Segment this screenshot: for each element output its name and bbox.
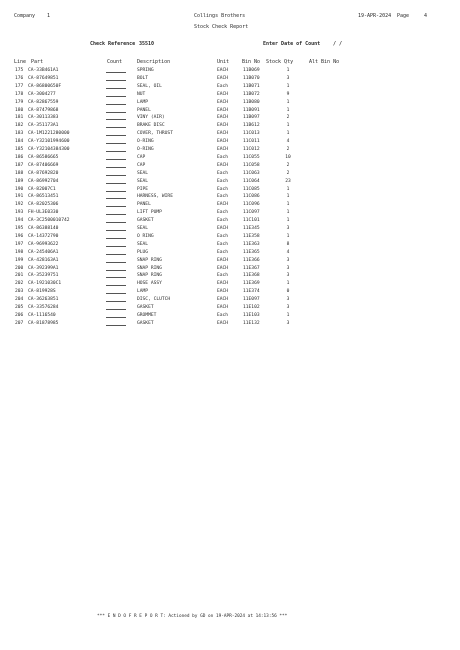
row-line: 176	[15, 75, 24, 81]
row-part: CA-86586665	[28, 154, 59, 160]
row-bin-no: 11C096	[243, 202, 260, 208]
row-description: PLUG	[137, 249, 149, 255]
row-line: 188	[15, 170, 24, 176]
row-part: CA-428163A1	[28, 257, 59, 263]
row-description: SPRING	[137, 68, 154, 73]
row-stock-qty: 1	[286, 68, 290, 73]
row-stock-qty: 3	[286, 305, 290, 310]
table-row	[0, 92, 460, 98]
row-line: 194	[15, 218, 24, 224]
row-stock-qty: 1	[286, 218, 290, 224]
row-unit: EACH	[217, 131, 229, 137]
row-stock-qty: 3	[286, 320, 290, 326]
row-bin-no: 11B097	[243, 115, 260, 121]
row-bin-no: 11C097	[243, 210, 260, 216]
report-title: Stock Check Report	[194, 24, 249, 30]
count-entry-field[interactable]	[106, 258, 126, 263]
row-part: CA-86800650F	[28, 83, 62, 89]
count-date-field[interactable]: / /	[333, 41, 343, 47]
row-bin-no: 11B612	[243, 123, 260, 129]
row-bin-no: 11E368	[243, 273, 260, 279]
row-description: HARNESS, WIRE	[137, 194, 173, 200]
row-stock-qty: 1	[286, 99, 290, 105]
row-unit: EACH	[217, 297, 229, 303]
table-row	[0, 131, 460, 137]
col-part: Part	[31, 59, 44, 65]
row-line: 200	[15, 265, 24, 271]
row-unit: EACH	[217, 99, 229, 105]
row-stock-qty: 3	[286, 257, 290, 263]
row-line: 179	[15, 99, 24, 105]
row-unit: Each	[217, 170, 229, 176]
row-line: 190	[15, 186, 24, 192]
row-unit: EACH	[217, 162, 229, 168]
row-line: 184	[15, 139, 24, 145]
row-unit: Each	[217, 210, 229, 216]
table-row	[0, 202, 460, 208]
row-description: SEAL, OIL	[137, 83, 162, 89]
row-unit: Each	[217, 241, 229, 247]
row-description: BRAKE DISC	[137, 123, 165, 129]
table-row	[0, 155, 460, 161]
row-bin-no: 11C012	[243, 147, 260, 152]
row-line: 196	[15, 233, 24, 239]
row-stock-qty: 1	[286, 210, 290, 216]
company-label: Company	[14, 13, 36, 19]
count-entry-field[interactable]	[106, 92, 126, 97]
end-of-report: *** E N D O F R E P O R T: Actioned by GD on 19-APR-2024 at 14:13:56 ***	[97, 614, 288, 619]
row-description: SEAL	[137, 226, 149, 231]
count-entry-field[interactable]	[106, 179, 126, 184]
row-unit: EACH	[217, 257, 229, 263]
check-reference-label: Check Reference	[90, 41, 136, 47]
count-entry-field[interactable]	[106, 139, 126, 144]
row-bin-no: 11B080	[243, 99, 260, 105]
row-unit: EACH	[217, 115, 229, 121]
row-part: CA-96993622	[28, 241, 59, 247]
table-row	[0, 76, 460, 82]
row-part: CA-Y32104384300	[28, 147, 70, 152]
row-stock-qty: 1	[286, 281, 290, 287]
row-line: 183	[15, 131, 24, 137]
row-description: NUT	[137, 91, 146, 97]
row-bin-no: 11E365	[243, 249, 260, 255]
table-row	[0, 258, 460, 264]
row-description: GASKET	[137, 305, 154, 310]
row-line: 175	[15, 68, 24, 73]
row-line: 202	[15, 281, 24, 287]
table-row	[0, 226, 460, 232]
row-description: DISC, CLUTCH	[137, 297, 171, 303]
table-row	[0, 147, 460, 153]
table-row	[0, 108, 460, 114]
row-stock-qty: 2	[286, 162, 290, 168]
row-line: 180	[15, 107, 24, 113]
row-unit: EACH	[217, 75, 229, 81]
table-row	[0, 115, 460, 121]
row-part: CA-1921030C1	[28, 281, 62, 287]
row-stock-qty: 9	[286, 91, 290, 97]
row-bin-no: 11C055	[243, 154, 260, 160]
row-description: LAMP	[137, 289, 149, 295]
row-part: CA-14372790	[28, 233, 59, 239]
table-row	[0, 242, 460, 248]
row-line: 197	[15, 241, 24, 247]
row-part: CA-3C2500010742	[28, 218, 70, 224]
row-description: SEAL	[137, 241, 149, 247]
row-stock-qty: 2	[286, 115, 290, 121]
row-line: 193	[15, 210, 24, 216]
row-description: CAP	[137, 154, 146, 160]
row-part: CA-82867559	[28, 99, 59, 105]
row-bin-no: 11C064	[243, 178, 260, 184]
row-line: 182	[15, 123, 24, 129]
count-entry-field[interactable]	[106, 163, 126, 168]
row-unit: EACH	[217, 305, 229, 310]
row-stock-qty: 4	[286, 249, 290, 255]
count-entry-field[interactable]	[106, 131, 126, 136]
row-line: 191	[15, 194, 24, 200]
row-stock-qty: 1	[286, 83, 290, 89]
count-entry-field[interactable]	[106, 202, 126, 207]
row-stock-qty: 1	[286, 194, 290, 200]
check-reference-value: 35510	[139, 41, 155, 47]
row-part: CA-819928S	[28, 289, 56, 295]
row-description: SNAP RING	[137, 257, 162, 263]
row-stock-qty: 3	[286, 265, 290, 271]
row-part: CA-87479868	[28, 107, 59, 113]
table-row	[0, 187, 460, 193]
row-line: 204	[15, 297, 24, 303]
row-part: CA-87649851	[28, 75, 59, 81]
row-stock-qty: 2	[286, 147, 290, 152]
col-stock-qty: Stock Qty	[266, 59, 294, 65]
row-unit: EACH	[217, 68, 229, 73]
row-line: 185	[15, 147, 24, 152]
count-entry-field[interactable]	[106, 187, 126, 192]
row-bin-no: 11B070	[243, 75, 260, 81]
row-description: SEAL	[137, 170, 149, 176]
row-stock-qty: 3	[286, 226, 290, 231]
count-entry-field[interactable]	[106, 108, 126, 113]
table-row	[0, 297, 460, 303]
row-part: CA-81878985	[28, 320, 59, 326]
row-stock-qty: 1	[286, 312, 290, 318]
table-row	[0, 266, 460, 272]
row-unit: Each	[217, 249, 229, 255]
count-entry-field[interactable]	[106, 313, 126, 318]
row-bin-no: 11C085	[243, 186, 260, 192]
row-unit: EACH	[217, 202, 229, 208]
count-entry-field[interactable]	[106, 250, 126, 255]
row-part: CA-351173A1	[28, 123, 59, 129]
row-description: O-RING	[137, 147, 154, 152]
count-entry-field[interactable]	[106, 242, 126, 247]
row-bin-no: 11C086	[243, 194, 260, 200]
row-description: BOLT	[137, 75, 149, 81]
count-entry-field[interactable]	[106, 305, 126, 310]
report-date: 19-APR-2024	[358, 13, 392, 19]
row-line: 181	[15, 115, 24, 121]
col-count: Count	[107, 59, 123, 65]
row-line: 207	[15, 320, 24, 326]
row-unit: Each	[217, 312, 229, 318]
row-bin-no: 11E345	[243, 226, 260, 231]
count-entry-field[interactable]	[106, 210, 126, 215]
col-alt-bin-no: Alt Bin No	[309, 59, 340, 65]
count-entry-field[interactable]	[106, 297, 126, 302]
row-part: CA-87692820	[28, 170, 59, 176]
row-part: CA-35239751	[28, 273, 59, 279]
table-row	[0, 305, 460, 311]
row-part: CA-245406A1	[28, 249, 59, 255]
row-stock-qty: 23	[285, 178, 291, 184]
count-entry-field[interactable]	[106, 171, 126, 176]
row-description: O RING	[137, 233, 154, 239]
row-stock-qty: 3	[286, 297, 290, 303]
row-line: 206	[15, 312, 24, 318]
row-description: HOSE ASSY	[137, 281, 162, 287]
page-number: 4	[424, 13, 428, 19]
row-bin-no: 11C058	[243, 162, 260, 168]
row-part: CA-30113383	[28, 115, 59, 121]
row-unit: EACH	[217, 320, 229, 326]
enter-date-label: Enter Date of Count	[263, 41, 321, 47]
row-unit: Each	[217, 186, 229, 192]
count-entry-field[interactable]	[106, 84, 126, 89]
row-bin-no: 11C013	[243, 131, 260, 137]
row-bin-no: 11E363	[243, 241, 260, 247]
row-bin-no: 11C063	[243, 170, 260, 176]
row-line: 192	[15, 202, 24, 208]
table-row	[0, 281, 460, 287]
row-line: 177	[15, 83, 24, 89]
count-entry-field[interactable]	[106, 194, 126, 199]
table-row	[0, 171, 460, 177]
row-unit: Each	[217, 154, 229, 160]
row-part: CA-Y32101994600	[28, 139, 70, 145]
row-part: CA-86513451	[28, 194, 59, 200]
row-line: 178	[15, 91, 24, 97]
count-entry-field[interactable]	[106, 321, 126, 326]
row-description: PANEL	[137, 202, 151, 208]
row-unit: Each	[217, 233, 229, 239]
row-description: SEAL	[137, 178, 149, 184]
row-unit: Each	[217, 178, 229, 184]
row-line: 195	[15, 226, 24, 231]
row-stock-qty: 2	[286, 170, 290, 176]
row-bin-no: 11E366	[243, 257, 260, 263]
table-row	[0, 250, 460, 256]
table-row	[0, 179, 460, 185]
col-line: Line	[14, 59, 27, 65]
row-unit: Each	[217, 194, 229, 200]
row-description: PANEL	[137, 107, 151, 113]
table-row	[0, 100, 460, 106]
table-row	[0, 313, 460, 319]
table-row	[0, 123, 460, 129]
row-unit: EACH	[217, 289, 229, 295]
table-row	[0, 139, 460, 145]
row-part: CA-87406669	[28, 162, 59, 168]
row-line: 189	[15, 178, 24, 184]
row-part: CA-36263851	[28, 297, 59, 303]
row-part: CA-1M1221280000	[28, 131, 70, 137]
row-stock-qty: 1	[286, 131, 290, 137]
row-description: GASKET	[137, 320, 154, 326]
table-row	[0, 210, 460, 216]
table-row	[0, 234, 460, 240]
row-stock-qty: 0	[286, 289, 290, 295]
row-bin-no: 11C011	[243, 139, 260, 145]
row-part: CA-86992704	[28, 178, 59, 184]
row-stock-qty: 8	[286, 241, 290, 247]
count-entry-field[interactable]	[106, 100, 126, 105]
table-row	[0, 163, 460, 169]
row-description: GASKET	[137, 218, 154, 224]
count-entry-field[interactable]	[106, 218, 126, 223]
row-bin-no: 11E097	[243, 297, 260, 303]
row-stock-qty: 1	[286, 123, 290, 129]
company-name: Collings Brothers	[194, 13, 246, 19]
row-stock-qty: 1	[286, 107, 290, 113]
row-bin-no: 11E132	[243, 320, 260, 326]
row-part: CA-392399A1	[28, 265, 59, 271]
row-part: CA-1116540	[28, 312, 56, 318]
table-row	[0, 218, 460, 224]
row-description: COVER, THRUST	[137, 131, 173, 137]
row-stock-qty: 1	[286, 202, 290, 208]
page-label: Page	[397, 13, 410, 19]
row-description: VINY (AIR)	[137, 115, 165, 121]
row-stock-qty: 1	[286, 233, 290, 239]
row-unit: EACH	[217, 139, 229, 145]
row-part: CA-3004277	[28, 91, 56, 97]
row-part: FH-UL3E0330	[28, 210, 59, 216]
row-bin-no: 11B071	[243, 83, 260, 89]
row-stock-qty: 1	[286, 186, 290, 192]
row-part: CA-82025306	[28, 202, 59, 208]
row-bin-no: 11E369	[243, 281, 260, 287]
row-line: 186	[15, 154, 24, 160]
row-part: CA-82007C1	[28, 186, 56, 192]
row-description: SNAP RING	[137, 265, 162, 271]
row-stock-qty: 3	[286, 273, 290, 279]
row-bin-no: 11B091	[243, 107, 260, 113]
row-part: CA-33576284	[28, 305, 59, 310]
row-stock-qty: 3	[286, 75, 290, 81]
col-description: Description	[137, 59, 171, 65]
row-description: CAP	[137, 162, 146, 168]
row-unit: EACH	[217, 265, 229, 271]
row-bin-no: 11E358	[243, 233, 260, 239]
row-stock-qty: 10	[285, 154, 291, 160]
count-entry-field[interactable]	[106, 155, 126, 160]
row-unit: EACH	[217, 123, 229, 129]
row-stock-qty: 4	[286, 139, 290, 145]
table-row	[0, 194, 460, 200]
count-entry-field[interactable]	[106, 147, 126, 152]
count-entry-field[interactable]	[106, 234, 126, 239]
row-bin-no: 11B069	[243, 68, 260, 73]
count-entry-field[interactable]	[106, 226, 126, 231]
row-description: LAMP	[137, 99, 149, 105]
row-bin-no: 11C101	[243, 218, 260, 224]
table-row	[0, 273, 460, 279]
row-line: 205	[15, 305, 24, 310]
count-entry-field[interactable]	[106, 115, 126, 120]
row-unit: EACH	[217, 107, 229, 113]
row-description: PIPE	[137, 186, 149, 192]
row-line: 187	[15, 162, 24, 168]
count-entry-field[interactable]	[106, 281, 126, 286]
row-description: SNAP RING	[137, 273, 162, 279]
row-unit: EACH	[217, 226, 229, 231]
row-unit: EACH	[217, 91, 229, 97]
count-entry-field[interactable]	[106, 273, 126, 278]
row-bin-no: 11B072	[243, 91, 260, 97]
company-value: 1	[47, 13, 51, 19]
row-part: CA-33B461A1	[28, 68, 59, 73]
col-bin-no: Bin No	[242, 59, 261, 65]
row-unit: Each	[217, 218, 229, 224]
row-description: GROMMET	[137, 312, 157, 318]
row-description: O-RING	[137, 139, 154, 145]
row-bin-no: 11E374	[243, 289, 260, 295]
table-row	[0, 321, 460, 327]
count-entry-field[interactable]	[106, 76, 126, 81]
row-bin-no: 11E103	[243, 312, 260, 318]
count-entry-field[interactable]	[106, 289, 126, 294]
count-entry-field[interactable]	[106, 266, 126, 271]
row-unit: Each	[217, 273, 229, 279]
row-unit: EACH	[217, 147, 229, 152]
row-bin-no: 11E367	[243, 265, 260, 271]
row-unit: Each	[217, 83, 229, 89]
row-line: 203	[15, 289, 24, 295]
row-unit: EACH	[217, 281, 229, 287]
table-row	[0, 289, 460, 295]
row-line: 199	[15, 257, 24, 263]
row-line: 198	[15, 249, 24, 255]
row-bin-no: 11E102	[243, 305, 260, 310]
col-unit: Unit	[217, 59, 230, 65]
table-row	[0, 84, 460, 90]
table-row	[0, 68, 460, 74]
row-line: 201	[15, 273, 24, 279]
count-entry-field[interactable]	[106, 123, 126, 128]
row-part: CA-86388140	[28, 226, 59, 231]
row-description: LIFT PUMP	[137, 210, 162, 216]
count-entry-field[interactable]	[106, 68, 126, 73]
